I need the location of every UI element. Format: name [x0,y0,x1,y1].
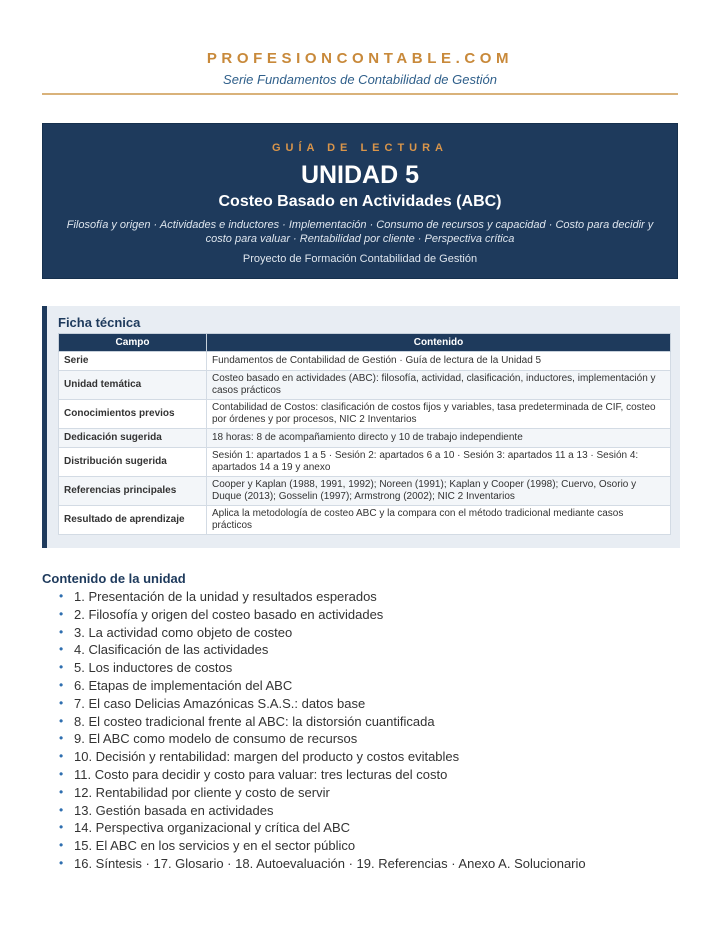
table-row [59,506,671,535]
list-item [42,588,682,606]
bullet-icon: • [59,855,64,870]
bullet-icon: • [59,642,64,657]
table-row [59,400,671,429]
ficha-title: Ficha técnica [58,315,141,330]
bullet-icon: • [59,749,64,764]
table-row [59,352,671,371]
bullet-icon: • [59,820,64,835]
ficha-campo-cell: Resultado de aprendizaje [59,506,207,535]
list-item-text: 6. Etapas de implementación del ABC [74,677,293,693]
list-item [42,659,682,677]
ficha-campo-cell: Referencias principales [59,477,207,506]
list-item-text: 13. Gestión basada en actividades [74,802,274,818]
ficha-contenido-cell: Cooper y Kaplan (1988, 1991, 1992); Noreen (1991); Kaplan y Cooper (1998); Cuervo, Osorio y Duque (2013); Gosselin (1997); Armstrong (2002); NIC 2 Inventarios [207,477,671,506]
list-item-text: 8. El costeo tradicional frente al ABC: la distorsión cuantificada [74,713,435,729]
bullet-icon: • [59,606,64,621]
table-row [59,371,671,400]
bullet-icon: • [59,713,64,728]
bullet-icon: • [59,677,64,692]
list-item-text: 10. Decisión y rentabilidad: margen del producto y costos evitables [74,749,460,765]
list-item [42,855,682,873]
list-item [42,624,682,642]
hero-unit-title: UNIDAD 5 [300,161,420,189]
hero-topics: Filosofía y origen · Actividades e inductores · Implementación · Consumo de recursos y capacidad · Costo para decidir y costo para valuar · Rentabilidad por cliente · Perspectiva crítica [66,219,654,245]
list-item [42,695,682,713]
ficha-campo-cell: Serie [59,352,207,371]
bullet-icon: • [59,660,64,675]
hero-subtitle: Costeo Basado en Actividades (ABC) [218,193,502,210]
list-item [42,730,682,748]
list-item-text: 5. Los inductores de costos [74,660,233,676]
list-item-text: 3. La actividad como objeto de costeo [74,624,293,640]
ficha-contenido-cell: Contabilidad de Costos: clasificación de costos fijos y variables, tasa predeterminada de CIF, costeo por órdenes y por procesos, NIC 2 Inventarios [207,400,671,429]
list-item [42,677,682,695]
list-item [42,748,682,766]
list-item [42,802,682,820]
ficha-contenido-cell: 18 horas: 8 de acompañamiento directo y 10 de trabajo independiente [207,429,671,448]
list-item [42,819,682,837]
contenido-title: Contenido de la unidad [42,571,186,586]
list-item-text: 15. El ABC en los servicios y en el sector público [74,838,356,854]
ficha-contenido-cell: Costeo basado en actividades (ABC): filosofía, actividad, clasificación, inductores, implementación y casos prácticos [207,371,671,400]
list-item [42,784,682,802]
list-item-text: 9. El ABC como modelo de consumo de recursos [74,731,358,747]
hero-kicker: GUÍA DE LECTURA [271,142,449,154]
bullet-icon: • [59,802,64,817]
site-header [0,50,720,87]
ficha-tecnica-panel [42,306,680,548]
contenido-section [42,571,682,873]
ficha-header-contenido: Contenido [207,334,671,352]
ficha-campo-cell: Conocimientos previos [59,400,207,429]
ficha-table-body [59,352,671,535]
list-item-text: 4. Clasificación de las actividades [74,642,269,658]
list-item-text: 7. El caso Delicias Amazónicas S.A.S.: datos base [74,695,366,711]
bullet-icon: • [59,784,64,799]
bullet-icon: • [59,624,64,639]
hero-project: Proyecto de Formación Contabilidad de Gestión [242,253,478,265]
table-row [59,477,671,506]
ficha-contenido-cell: Fundamentos de Contabilidad de Gestión · Guía de lectura de la Unidad 5 [207,352,671,371]
contenido-list [42,588,682,873]
list-item-text: 12. Rentabilidad por cliente y costo de servir [74,784,330,800]
list-item [42,766,682,784]
list-item-text: 11. Costo para decidir y costo para valuar: tres lecturas del costo [74,766,448,782]
list-item [42,641,682,659]
list-item-text: 1. Presentación de la unidad y resultados esperados [74,589,377,604]
ficha-table [58,333,671,535]
bullet-icon: • [59,838,64,853]
site-name: PROFESIONCONTABLE.COM [206,50,514,67]
site-series: Serie Fundamentos de Contabilidad de Gestión [223,72,497,87]
table-row [59,429,671,448]
ficha-contenido-cell: Sesión 1: apartados 1 a 5 · Sesión 2: apartados 6 a 10 · Sesión 3: apartados 11 a 13 · Sesión 4: apartados 14 a 19 y anexo [207,448,671,477]
list-item [42,606,682,624]
header-divider [42,93,678,95]
table-row [59,448,671,477]
bullet-icon: • [59,695,64,710]
list-item [42,713,682,731]
ficha-header-row [59,334,671,352]
hero-banner [42,123,678,279]
ficha-campo-cell: Dedicación sugerida [59,429,207,448]
ficha-contenido-cell: Aplica la metodología de costeo ABC y la compara con el método tradicional mediante casos prácticos [207,506,671,535]
list-item-text: 16. Síntesis · 17. Glosario · 18. Autoevaluación · 19. Referencias · Anexo A. Solucionario [74,855,586,871]
list-item-text: 14. Perspectiva organizacional y crítica del ABC [74,820,351,836]
ficha-campo-cell: Unidad temática [59,371,207,400]
ficha-campo-cell: Distribución sugerida [59,448,207,477]
bullet-icon: • [59,766,64,781]
list-item-text: 2. Filosofía y origen del costeo basado en actividades [74,606,384,622]
bullet-icon: • [59,589,64,603]
list-item [42,837,682,855]
bullet-icon: • [59,731,64,746]
ficha-header-campo: Campo [59,334,207,352]
